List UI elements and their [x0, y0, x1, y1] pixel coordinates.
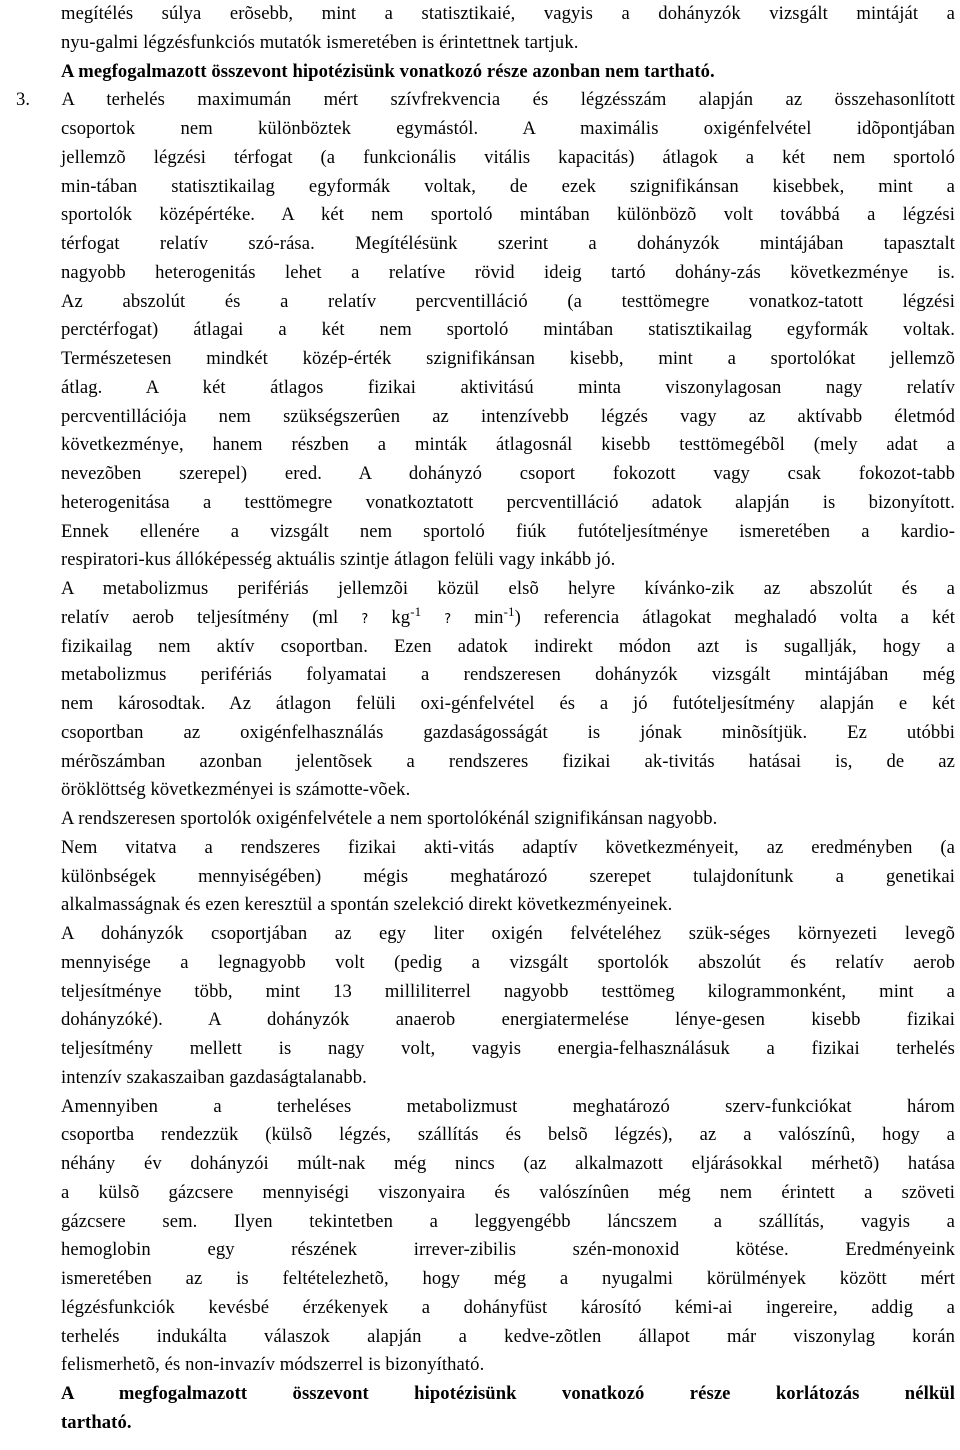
text-line-with-units [61, 604, 955, 633]
text-line: gázcsere sem. Ilyen tekintetben a leggyengébb láncszem a szállítás, vagyis a [61, 1210, 955, 1232]
text-line: percventillációja nem szükségszerûen az intenzívebb légzés vagy az aktívabb életmód [61, 405, 955, 427]
text-line: átlag. A két átlagos fizikai aktivitású minta viszonylagosan nagy relatív [61, 376, 955, 398]
text-line: Nem vitatva a rendszeres fizikai akti-vitás adaptív következményeit, az eredményben (a [61, 836, 955, 858]
text-line: Amennyiben a terheléses metabolizmust meghatározó szerv-funkciókat három [61, 1095, 955, 1117]
unknown-glyph: ? [361, 611, 369, 627]
text-line: nem károsodtak. Az átlagon felüli oxi-génfelvétel és a jó futóteljesítmény alapján e két [61, 693, 955, 714]
text-line: hemoglobin egy részének irrever-zibilis szén-monoxid kötése. Eredményeink [61, 1239, 955, 1261]
text-line: néhány év dohányzói múlt-nak még nincs (az alkalmazott eljárásokkal mérhetõ) hatása [61, 1153, 955, 1174]
text-line: a külsõ gázcsere mennyiségi viszonyaira és valószínûen még nem érintett a szöveti [61, 1181, 955, 1203]
unit-min: min [474, 606, 504, 628]
text-line: heterogenitása a testtömegre vonatkoztatott percventilláció adatok alapján is bizonyított. [61, 491, 955, 513]
exponent: -1 [410, 603, 422, 619]
text-line: respiratori-kus állóképesség aktuális szintje átlagon felüli vagy inkább jó. [61, 549, 616, 571]
text-line: nagyobb heterogenitás lehet a relatíve rövid ideig tartó dohány-zás következménye is. [61, 261, 955, 283]
text-line: nyu-galmi légzésfunkciós mutatók ismeretében is érintettnek tartjuk. [61, 31, 579, 53]
text-line: teljesítménye több, mint 13 milliliterrel nagyobb testtömeg kilogrammonként, mint a [61, 980, 955, 1002]
text-line: fizikailag nem aktív csoportban. Ezen adatok indirekt módon azt is sugallják, hogy a [61, 635, 955, 657]
text-line: légzésfunkciók kevésbé érzékenyek a dohányfüst károsító kémi-ai ingereire, addig a [61, 1296, 955, 1318]
text-line: sportolók középértéke. A két nem sportoló mintában különbözõ volt továbbá a légzési [61, 204, 955, 226]
text-line: terhelés indukálta válaszok alapján a kedve-zõtlen állapot már viszonylag korán [61, 1325, 955, 1347]
text-line: ismeretében az is feltételezhetõ, hogy még a nyugalmi körülmények között mért [61, 1268, 955, 1289]
final-conclusion-end: tartható. [61, 1411, 132, 1433]
text-line: térfogat relatív szó-rása. Megítélésünk szerint a dohányzók mintájában tapasztalt [61, 233, 955, 254]
text-line: dohányzóké). A dohányzók anaerob energiatermelése lénye-gesen kisebb fizikai [61, 1009, 955, 1031]
text-fragment: ) referencia átlagokat meghaladó volta a két [514, 606, 956, 628]
text-line: alkalmasságnak és ezen keresztül a spontán szelekció direkt következményeinek. [61, 894, 673, 916]
text-line: Természetesen mindkét közép-érték szignifikánsan kisebb, mint a sportolókat jellemzõ [61, 348, 955, 369]
exponent: -1 [503, 603, 515, 619]
text-line: megítélés súlya erõsebb, mint a statisztikaié, vagyis a dohányzók vizsgált mintáját a [61, 3, 955, 24]
text-line: intenzív szakaszaiban gazdaságtalanabb. [61, 1066, 367, 1088]
text-line: csoportok nem különböztek egymástól. A maximális oxigénfelvétel idõpontjában [61, 118, 955, 139]
final-conclusion: A megfogalmazott összevont hipotézisünk vonatkozó része korlátozás nélkül [61, 1383, 955, 1404]
text-line: A metabolizmus perifériás jellemzõi közül elsõ helyre kívánko-zik az abszolút és a [61, 578, 955, 599]
text-line: mérõszámban azonban jelentõsek a rendszeres fizikai ak-tivitás hatásai is, de az [61, 750, 955, 772]
document-page [16, 0, 956, 1438]
text-line: A dohányzók csoportjában az egy liter oxigén felvételéhez szük-séges környezeti levegõ [61, 923, 955, 944]
unknown-glyph: ? [444, 611, 452, 627]
hypothesis-conclusion: A megfogalmazott összevont hipotézisünk vonatkozó része azonban nem tartható. [61, 60, 715, 82]
text-line: különbségek mennyiségében) mégis meghatározó szerepet tulajdonítunk a genetikai [61, 865, 955, 887]
text-fragment: relatív aerob teljesítmény (ml [61, 606, 339, 628]
numbered-item-3: 3. A terhelés maximumán mért szívfrekvencia és légzésszám alapján az összehasonlított [16, 89, 955, 111]
text-line: öröklöttség következményei is számotte-võek. [61, 779, 411, 801]
text-line: jellemzõ légzési térfogat (a funkcionális vitális kapacitás) átlagok a két nem sportoló [61, 146, 955, 168]
text-line: felismerhetõ, és non-invazív módszerrel is bizonyítható. [61, 1354, 485, 1376]
text-line: mennyisége a legnagyobb volt (pedig a vizsgált sportolók abszolút és relatív aerob [61, 951, 955, 973]
text-line: perctérfogat) átlagai a két nem sportoló mintában statisztikailag egyformák voltak. [61, 319, 955, 341]
text-line: A rendszeresen sportolók oxigénfelvétele a nem sportolókénál szignifikánsan nagyobb. [61, 808, 718, 829]
text-line: csoportba rendezzük (külsõ légzés, szállítás és belsõ légzés), az a valószínû, hogy a [61, 1124, 955, 1146]
text-line: metabolizmus perifériás folyamatai a rendszeresen dohányzók vizsgált mintájában még [61, 664, 955, 686]
text-line: min-tában statisztikailag egyformák voltak, de ezek szignifikánsan kisebbek, mint a [61, 175, 955, 197]
text-line: Az abszolút és a relatív percventilláció (a testtömegre vonatkoz-tatott légzési [61, 290, 955, 312]
text-line: nevezõben szerepel) ered. A dohányzó csoport fokozott vagy csak fokozot-tabb [61, 463, 955, 484]
text-line: csoportban az oxigénfelhasználás gazdaságosságát is jónak minõsítjük. Ez utóbbi [61, 721, 955, 743]
text-line: teljesítmény mellett is nagy volt, vagyis energia-felhasználásuk a fizikai terhelés [61, 1038, 955, 1059]
unit-kg: kg [391, 606, 411, 628]
text-line: Ennek ellenére a vizsgált nem sportoló fiúk futóteljesítménye ismeretében a kardio- [61, 520, 955, 542]
text-line: következménye, hanem részben a minták átlagosnál kisebb testtömegébõl (mely adat a [61, 434, 955, 456]
